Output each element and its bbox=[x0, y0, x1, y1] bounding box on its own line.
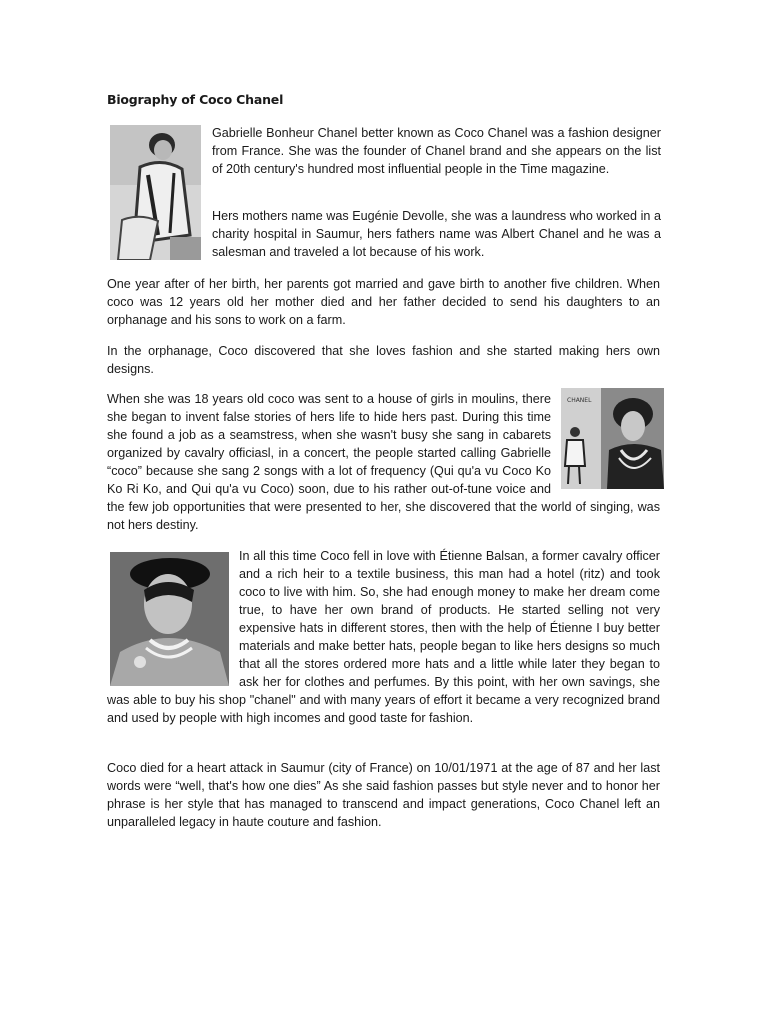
paragraph-2: Hers mothers name was Eugénie Devolle, she was a laundress who worked in a charity hospital in Saumur, hers fathers name was Albert Chanel and he was a salesman and traveled a lot because of his work. bbox=[212, 209, 661, 259]
paragraph-4: In the orphanage, Coco discovered that she loves fashion and she started making hers own designs. bbox=[107, 344, 660, 376]
paragraph-7: Coco died for a heart attack in Saumur (city of France) on 10/01/1971 at the age of 87 and her last words were “well, that's how one dies” As she said fashion passes but style never and to honor her phrase is her style that has managed to transcend and impact generations, Coco Chanel left an unparalleled legacy in haute couture and fashion. bbox=[107, 761, 660, 829]
document-title: Biography of Coco Chanel bbox=[107, 92, 284, 107]
paragraph-6-float-spacer bbox=[107, 547, 239, 691]
paragraph-6: In all this time Coco fell in love with Étienne Balsan, a former cavalry officer and a rich heir to a textile business, this man had a hotel (ritz) and took coco to live with him. So, she had enough money to make her dream come true, to have her own brand of products. He started selling not very expensive hats in different stores, then with the help of Étienne I buy better materials and make better hats, people began to like hers designs so much that all the stores ordered more hats and a little while later they began to ask her for clothes and perfumes. By this point, with her own savings, she was able to buy his shop "chanel" and with many years of effort it became a very recognized brand and used by people with high incomes and good taste for fashion. bbox=[107, 549, 660, 725]
paragraph-3: One year after of her birth, her parents got married and gave birth to another five children. When coco was 12 years old her mother died and her father decided to send his daughters to an orphanage and his sons to work on a farm. bbox=[107, 277, 660, 327]
photo-coco-seated bbox=[110, 125, 201, 260]
chanel-sign-text: CHANEL bbox=[567, 397, 592, 404]
paragraph-1: Gabrielle Bonheur Chanel better known as Coco Chanel was a fashion designer from France. She was the founder of Chanel brand and she appears on the list of 20th century's hundred most influential people in the Time magazine. bbox=[212, 126, 661, 176]
paragraph-5-float-spacer bbox=[551, 390, 660, 482]
paragraph-5: When she was 18 years old coco was sent to a house of girls in moulins, there she began to invent false stories of hers life to hide hers past. During this time she found a job as a seamstress, when she wasn't busy she sang in cabarets organized by cavalry officiasl, in a concert, the people started calling Gabrielle “coco” because she sang 2 songs with a lot of frequency (Qui qu'a vu Coco Ko Ko Ri Ko, and Qui qu'a vu Coco) soon, due to his rather out-of-tune voice and the few job opportunities that were presented to her, she discovered that the world of singing, was not hers destiny. bbox=[107, 392, 660, 532]
